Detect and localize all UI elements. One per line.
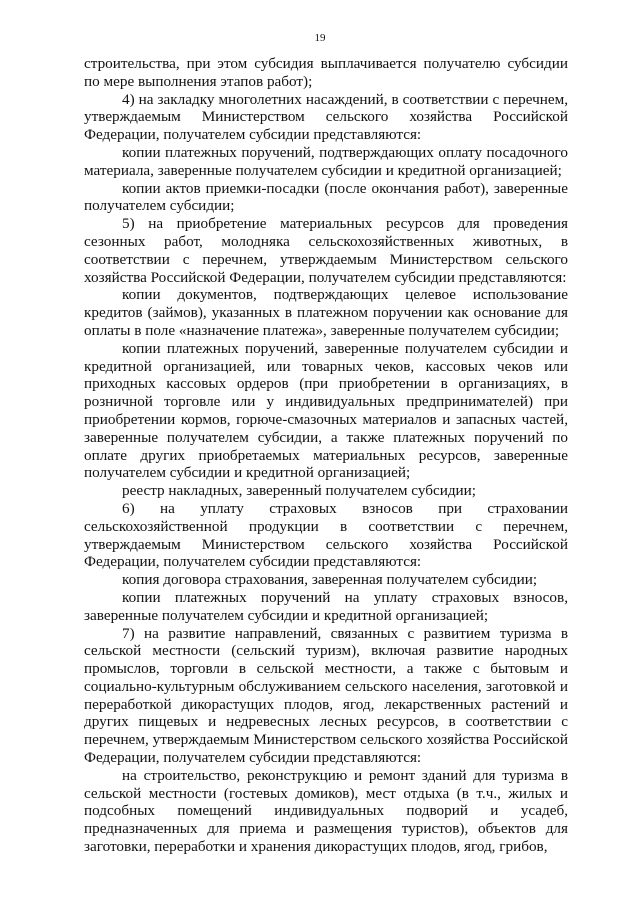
paragraph: копии актов приемки-посадки (после окончания работ), заверенные получателем субсидии; [84,179,568,215]
paragraph: копии платежных поручений, подтверждающих оплату посадочного материала, заверенные получателем субсидии и кредитной организацией; [84,143,568,179]
paragraph: реестр накладных, заверенный получателем субсидии; [122,482,477,500]
paragraph: копия договора страхования, заверенная получателем субсидии; [122,571,538,589]
paragraph: 5) на приобретение материальных ресурсов для проведения сезонных работ, молодняка сельскохозяйственных животных, в соответствии с перечнем, утверждаемым Министерством сельского хозяйства Российской Федерации, получателем субсидии представляются: [84,215,568,286]
paragraph: строительства, при этом субсидия выплачивается получателю субсидии по мере выполнения этапов работ); [84,55,568,90]
paragraph: 7) на развитие направлений, связанных с развитием туризма в сельской местности (сельский туризм), включая развитие народных промыслов, торговли в сельской местности, а также с бытовым и социально-культурным обслуживанием сельского населения, заготовкой и переработкой дикорастущих плодов, ягод, лекарственных растений и других пищевых и недревесных лесных ресурсов, в соответствии с перечнем, утверждаемым Министерством сельского хозяйства Российской Федерации, получателем субсидии представляются: [84,624,568,767]
paragraph: 6) на уплату страховых взносов при страховании сельскохозяйственной продукции в соответствии с перечнем, утверждаемым Министерством сельского хозяйства Российской Федерации, получателем субсидии представляются: [84,499,568,571]
paragraph: копии документов, подтверждающих целевое использование кредитов (займов), указанных в платежном поручении как основание для оплаты в поле «назначение платежа», заверенные получателем субсидии; [84,286,568,339]
paragraph: копии платежных поручений на уплату страховых взносов, заверенные получателем субсидии и кредитной организацией; [84,588,568,624]
document-body [84,55,568,856]
paragraph: копии платежных поручений, заверенные получателем субсидии и кредитной организацией, или товарных чеков, кассовых чеков или приходных кассовых ордеров (при приобретении в организациях, в розничной торговле или у индивидуальных предпринимателей) при приобретении кормов, горюче-смазочных материалов и запасных частей, заверенные получателем субсидии, а также платежных поручений по оплате других приобретаемых материальных ресурсов, заверенные получателем субсидии и кредитной организацией; [84,339,568,482]
paragraph: 4) на закладку многолетних насаждений, в соответствии с перечнем, утверждаемым Министерством сельского хозяйства Российской Федерации, получателем субсидии представляются: [84,90,568,144]
page-number: 19 [314,32,326,44]
paragraph: на строительство, реконструкцию и ремонт зданий для туризма в сельской местности (гостевых домиков), мест отдыха (в т.ч., жилых и подсобных помещений индивидуальных подворий и усадеб, предназначенных для приема и размещения туристов), объектов для заготовки, переработки и хранения дикорастущих плодов, ягод, грибов, [84,766,568,856]
